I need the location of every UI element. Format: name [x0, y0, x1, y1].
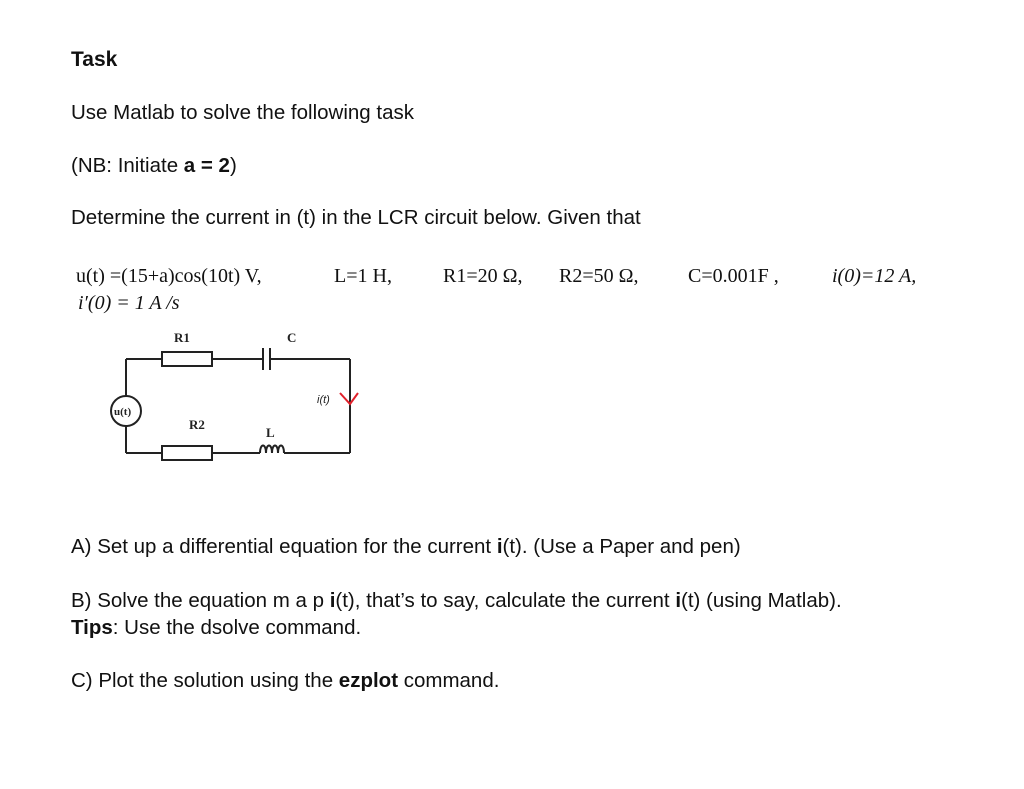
- nb-prefix: (NB: Initiate: [71, 154, 184, 177]
- task-b-var2: i: [675, 589, 682, 612]
- label-r1: R1: [174, 330, 190, 345]
- task-b: [71, 589, 842, 613]
- given-l: L=1 H,: [334, 265, 392, 287]
- nb-note: [71, 154, 237, 178]
- label-r2: R2: [189, 417, 205, 432]
- label-current: i(t): [317, 394, 330, 406]
- nb-variable: a = 2: [183, 154, 230, 177]
- task-a: [71, 535, 741, 559]
- resistor-r2: [162, 446, 212, 460]
- given-r1: R1=20 Ω,: [443, 265, 523, 287]
- label-c: C: [287, 330, 297, 345]
- given-c: C=0.001F ,: [688, 265, 779, 287]
- task-b-var1: i: [329, 589, 336, 612]
- tips-label: Tips: [71, 616, 113, 639]
- task-b-suffix: (t) (using Matlab).: [681, 589, 842, 612]
- resistor-r1: [162, 352, 212, 366]
- task-b-prefix: B) Solve the equation m a p: [71, 589, 330, 612]
- given-r2: R2=50 Ω,: [559, 265, 639, 287]
- task-heading: Task: [71, 48, 118, 71]
- task-c-suffix: command.: [398, 669, 500, 692]
- task-c-cmd: ezplot: [338, 669, 399, 692]
- task-c-prefix: C) Plot the solution using the: [71, 669, 339, 692]
- task-a-prefix: A) Set up a differential equation for the current: [71, 535, 497, 558]
- label-source: u(t): [114, 406, 132, 418]
- task-c: [71, 669, 499, 693]
- tips-line: [71, 616, 361, 640]
- determine-text: Determine the current in (t) in the LCR circuit below. Given that: [71, 206, 641, 229]
- given-u: u(t) =(15+a)cos(10t) V,: [76, 265, 262, 287]
- inductor-l: [260, 446, 284, 454]
- task-a-suffix: (t). (Use a Paper and pen): [502, 535, 741, 558]
- task-b-mid: (t), that’s to say, calculate the current: [335, 589, 676, 612]
- nb-suffix: ): [229, 154, 237, 177]
- lcr-circuit-diagram: [100, 322, 380, 472]
- tips-text: : Use the dsolve command.: [112, 616, 362, 639]
- label-l: L: [266, 425, 275, 440]
- given-di0: i′(0) = 1 A /s: [78, 292, 180, 314]
- given-i0: i(0)=12 A,: [832, 265, 917, 287]
- intro-text: Use Matlab to solve the following task: [71, 101, 414, 124]
- task-a-var: i: [496, 535, 503, 558]
